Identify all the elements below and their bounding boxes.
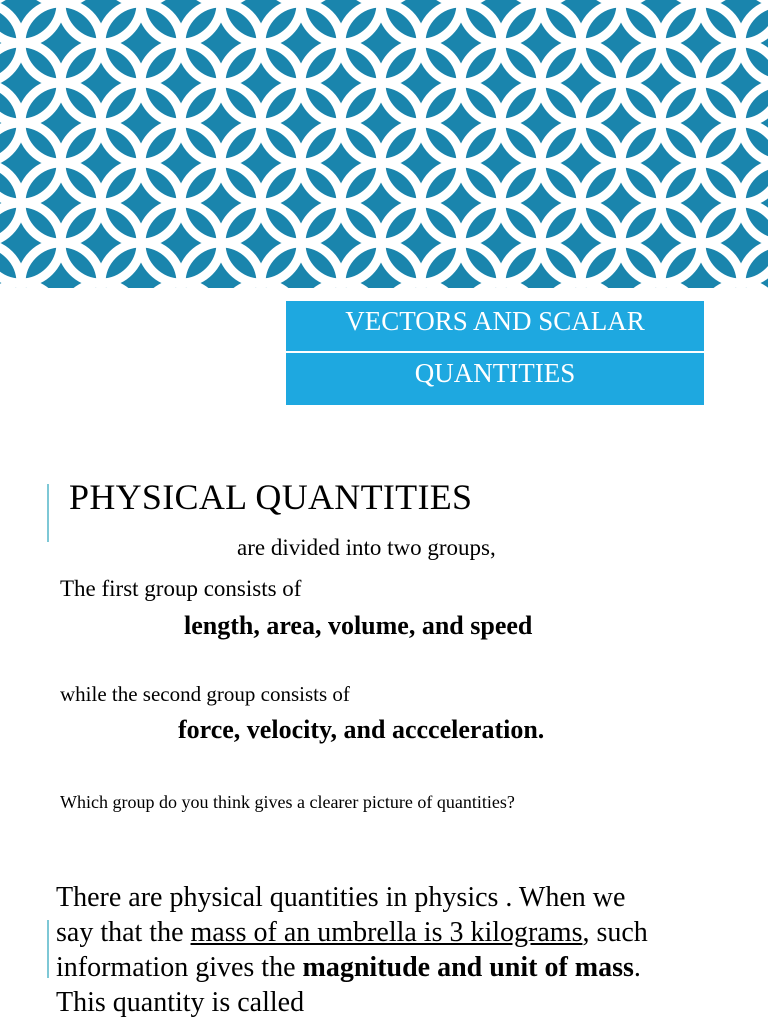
interlocking-circles-pattern-icon (0, 0, 768, 288)
paragraph-line-4: This quantity is called (56, 987, 305, 1018)
first-group-list: length, area, volume, and speed (184, 611, 533, 640)
paragraph-line-3 (56, 952, 641, 984)
section-heading: PHYSICAL QUANTITIES (69, 477, 473, 517)
paragraph-text: , such (582, 917, 648, 948)
paragraph-text: . (633, 952, 641, 983)
paragraph-line-2 (56, 917, 648, 949)
underlined-example: mass of an umbrella is 3 kilograms (190, 917, 583, 948)
slide-title-line-1: VECTORS AND SCALAR (286, 301, 704, 351)
accent-bar-top (47, 484, 49, 542)
body-line-1: are divided into two groups, (237, 535, 496, 560)
patterned-banner (0, 0, 768, 288)
bold-phrase: magnitude and unit of mass (302, 952, 634, 983)
paragraph-text: information gives the (56, 952, 303, 983)
paragraph-text: say that the (56, 917, 191, 948)
slide-title-line-2: QUANTITIES (286, 353, 704, 405)
question-text: Which group do you think gives a clearer picture of quantities? (60, 792, 515, 812)
accent-bar-bottom (47, 920, 49, 978)
paragraph-line-1: There are physical quantities in physics . When we (56, 882, 626, 913)
second-group-list: force, velocity, and accceleration. (178, 715, 545, 744)
body-line-2: The first group consists of (60, 576, 302, 601)
body-line-4: while the second group consists of (60, 682, 350, 706)
